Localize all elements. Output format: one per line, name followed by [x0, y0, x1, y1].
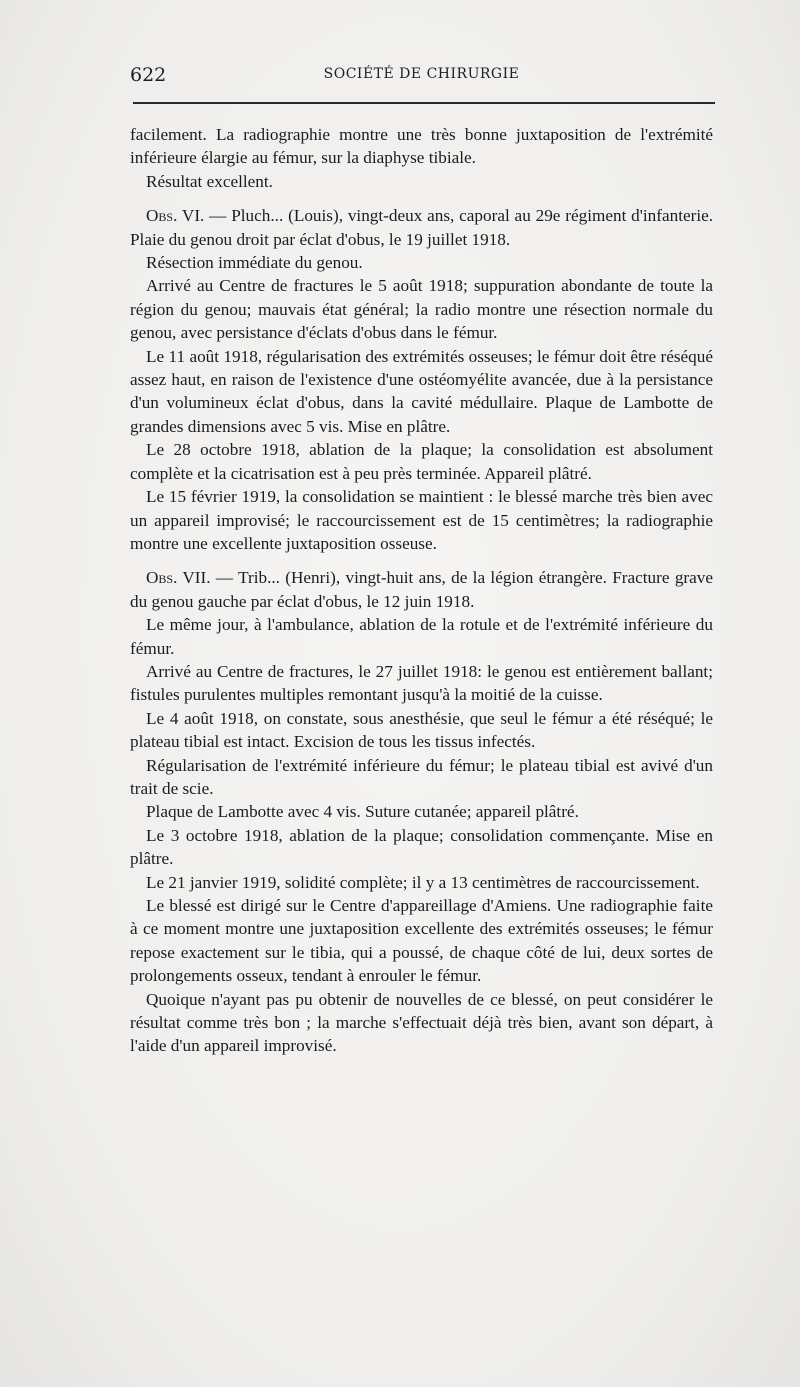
- observation-6-heading: [130, 204, 713, 251]
- header-rule: [133, 102, 715, 104]
- running-head: SOCIÉTÉ DE CHIRURGIE: [323, 66, 520, 82]
- observation-label: Obs. VI. —: [146, 206, 227, 226]
- paragraph: Le 15 février 1919, la consolidation se maintient : le blessé marche très bien avec un appareil improvisé; le raccourcissement est de 15 centimètres; la radiographie montre une excellente juxtaposition osseuse.: [130, 487, 713, 553]
- paragraph: Régularisation de l'extrémité inférieure du fémur; le plateau tibial est avivé d'un trait de scie.: [130, 755, 713, 798]
- paragraph: Le 11 août 1918, régularisation des extrémités osseuses; le fémur doit être réséqué assez haut, en raison de l'existence d'une ostéomyélite avancée, due à la persistance d'un volumineux éclat d'obus, dans la cavité médullaire. Plaque de Lambotte de grandes dimensions avec 5 vis. Mise en plâtre.: [130, 346, 713, 436]
- observation-label: Obs. VII. —: [146, 568, 234, 588]
- paragraph: facilement. La radiographie montre une très bonne juxtaposition de l'extrémité inférieure élargie au fémur, sur la diaphyse tibiale.: [130, 125, 713, 168]
- paragraph: Le même jour, à l'ambulance, ablation de la rotule et de l'extrémité inférieure du fémur.: [130, 615, 713, 658]
- page-header: [130, 62, 713, 90]
- paragraph: Le 28 octobre 1918, ablation de la plaque; la consolidation est absolument complète et la cicatrisation est à peu près terminée. Appareil plâtré.: [130, 440, 713, 483]
- paragraph: Résultat excellent.: [146, 171, 273, 191]
- paragraph: Plaque de Lambotte avec 4 vis. Suture cutanée; appareil plâtré.: [146, 802, 579, 822]
- observation-text: Pluch... (Louis), vingt-deux ans, caporal au 29e régiment d'infanterie. Plaie du genou droit par éclat d'obus, le 19 juillet 1918.: [130, 206, 714, 249]
- paragraph: Arrivé au Centre de fractures le 5 août 1918; suppuration abondante de toute la région du genou; mauvais état général; la radio montre une résection normale du genou, avec persistance d'éclats d'obus dans le fémur.: [130, 276, 713, 343]
- page-number: 622: [130, 64, 167, 86]
- paragraph: Le 3 octobre 1918, ablation de la plaque; consolidation commençante. Mise en plâtre.: [130, 825, 713, 869]
- paragraph: Le 21 janvier 1919, solidité complète; il y a 13 centimètres de raccourcissement.: [146, 872, 700, 892]
- observation-text: Trib... (Henri), vingt-huit ans, de la légion étrangère. Fracture grave du genou gauche par éclat d'obus, le 12 juin 1918.: [130, 568, 713, 611]
- paragraph: Le blessé est dirigé sur le Centre d'appareillage d'Amiens. Une radiographie faite à ce moment montre une juxtaposition excellente des extrémités osseuses; le fémur repose exactement sur le tibia, qui a poussé, de chaque côté de lui, deux sortes de prolongements osseux, tendant à enrouler le fémur.: [130, 896, 713, 986]
- paragraph: Le 4 août 1918, on constate, sous anesthésie, que seul le fémur a été réséqué; le plateau tibial est intact. Excision de tous les tissus infectés.: [130, 708, 713, 752]
- paragraph: Résection immédiate du genou.: [146, 253, 363, 273]
- paragraph: Quoique n'ayant pas pu obtenir de nouvelles de ce blessé, on peut considérer le résultat comme très bon ; la marche s'effectuait déjà très bien, avant son départ, à l'aide d'un appareil improvisé.: [130, 989, 713, 1056]
- observation-7-heading: [130, 566, 713, 613]
- paragraph: Arrivé au Centre de fractures, le 27 juillet 1918: le genou est entièrement ballant; fistules purulentes multiples remontant jusqu'à la moitié de la cuisse.: [130, 661, 713, 705]
- body-text: [130, 123, 713, 1058]
